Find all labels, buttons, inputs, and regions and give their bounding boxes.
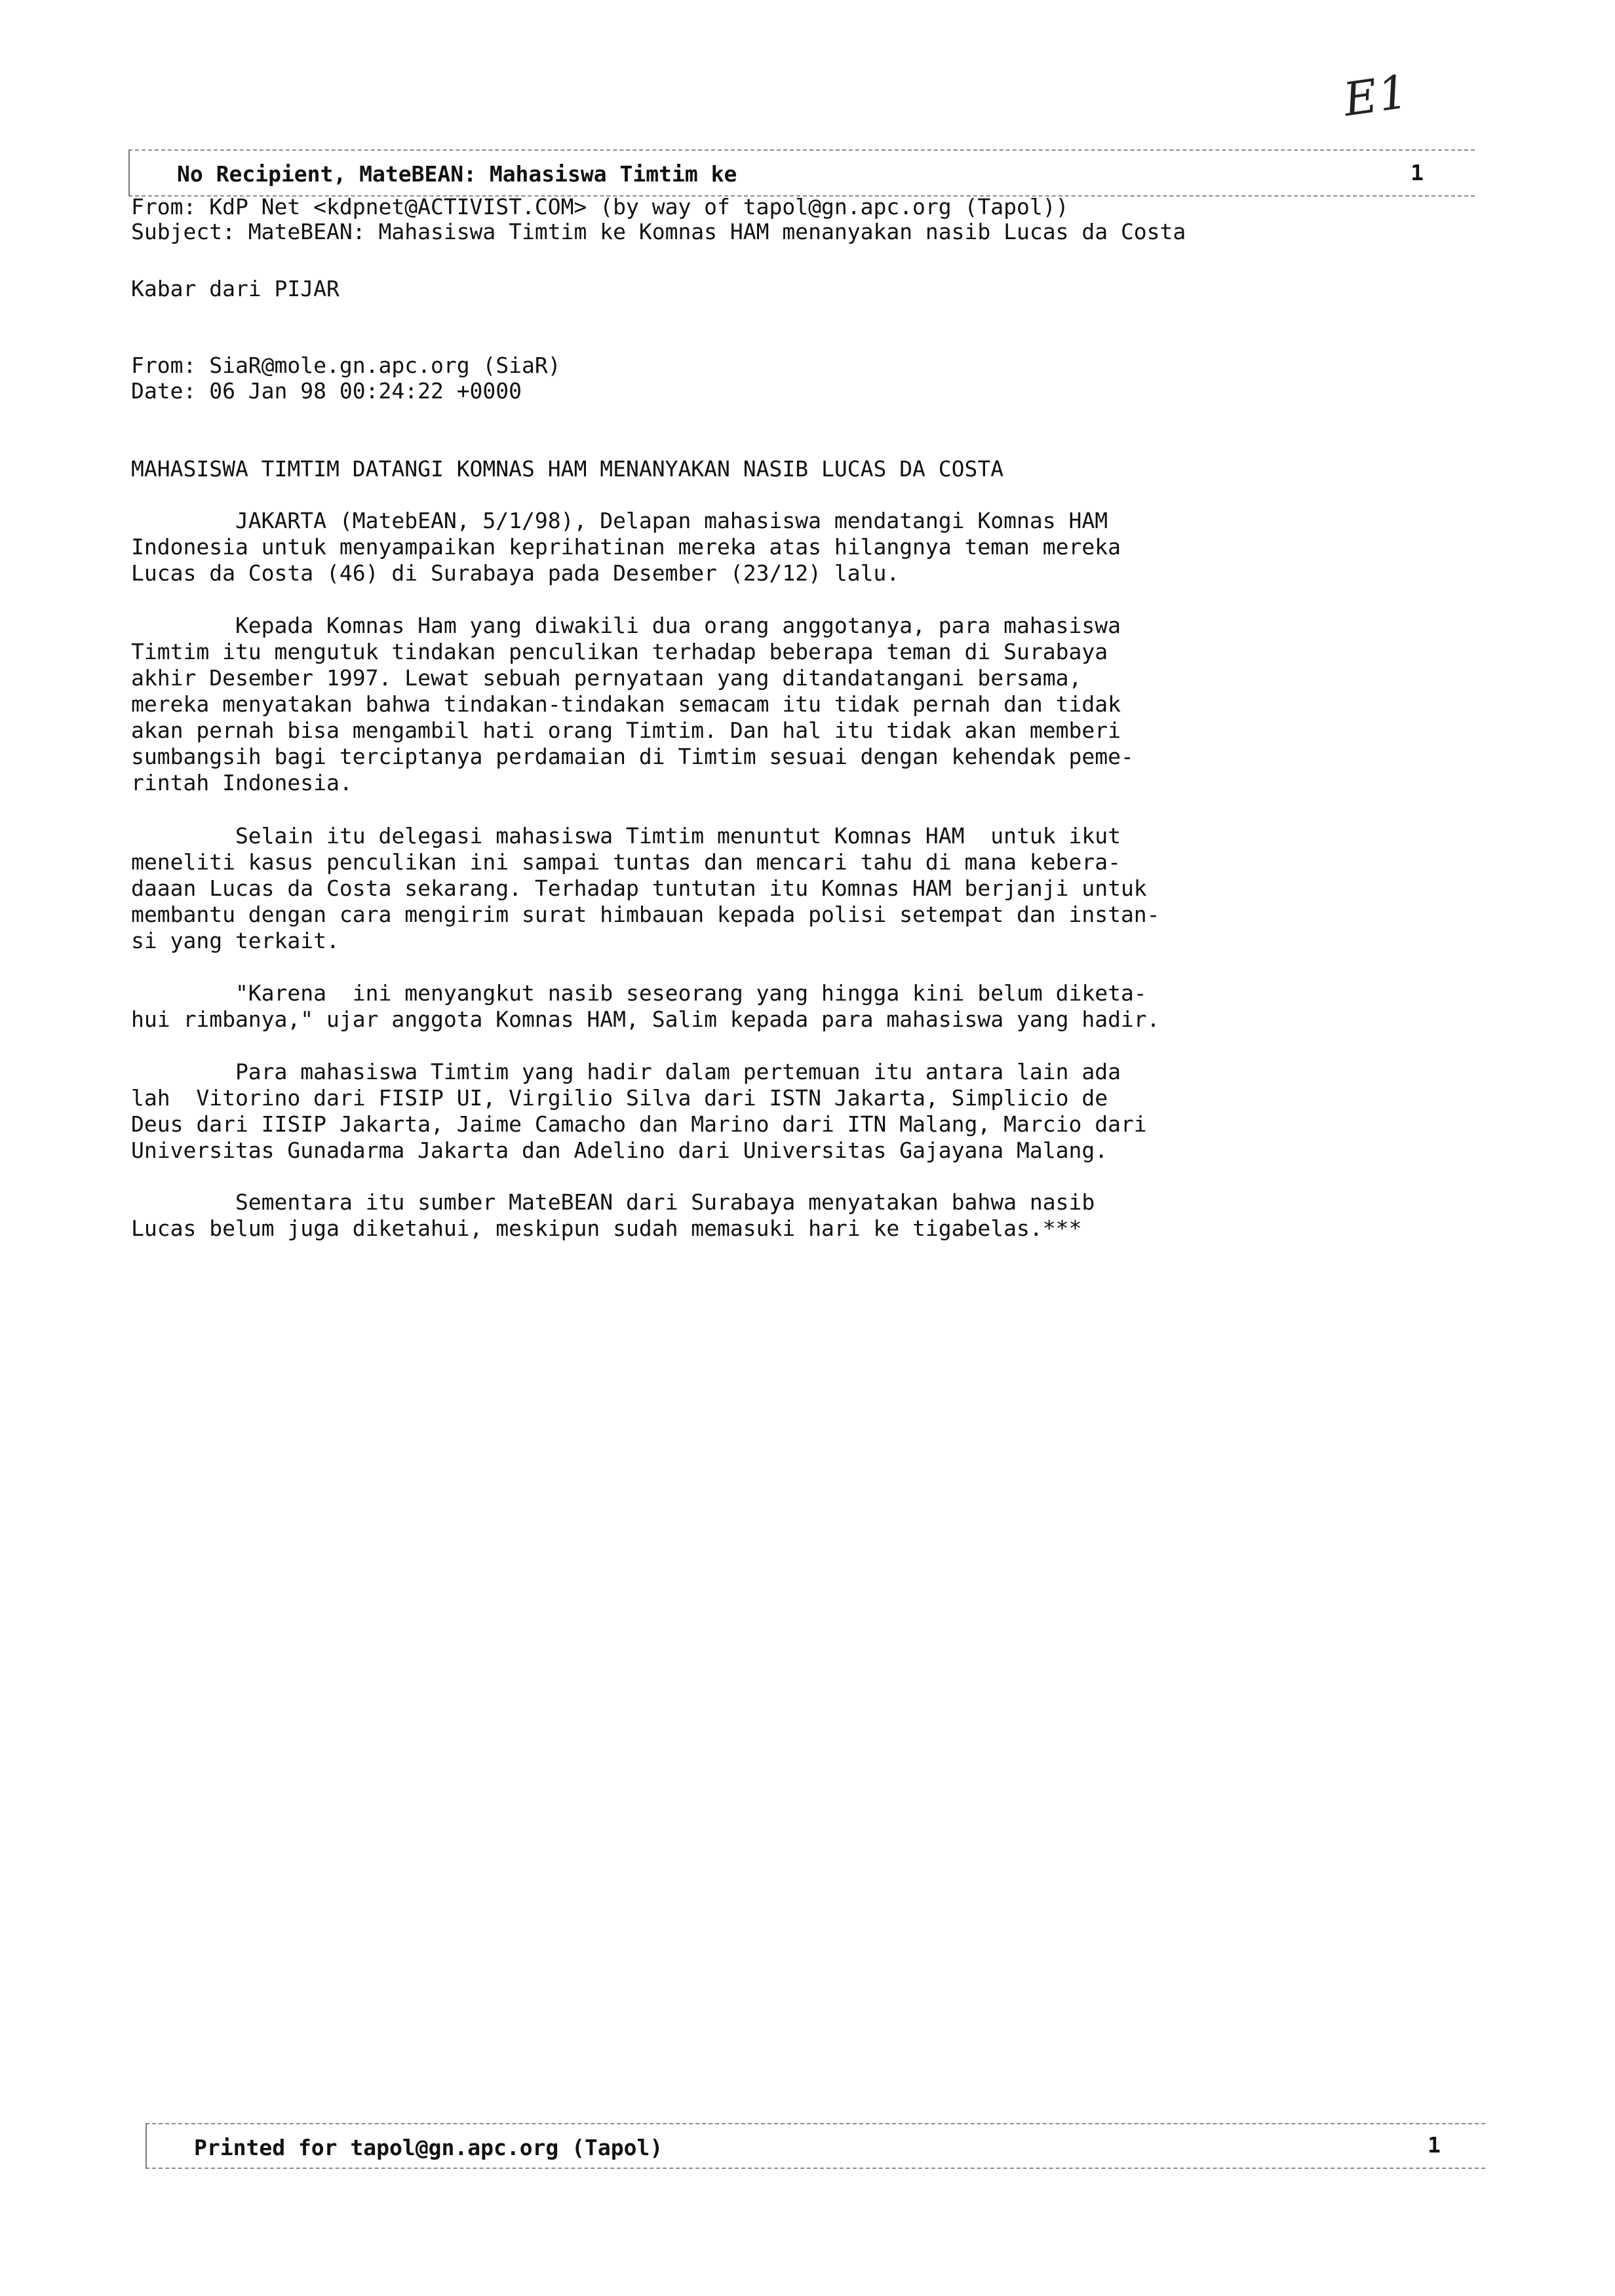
article-paragraph-2: Kepada Komnas Ham yang diwakili dua orang anggotanya, para mahasiswa Timtim itu mengutuk tindakan penculikan terhadap beberapa teman di Surabaya akhir Desember 1997. Lewat sebuah pernyataan yang ditandatangani bersama, mereka menyatakan bahwa tindakan-tindakan semacam itu tidak pernah dan tidak akan pernah bisa mengambil hati orang Timtim. Dan hal itu tidak akan memberi sumbangsih bagi terciptanya perdamaian di Timtim sesuai dengan kehendak peme- rintah Indonesia. <box>131 613 1134 795</box>
article-paragraph-6: Sementara itu sumber MateBEAN dari Surabaya menyatakan bahwa nasib Lucas belum juga diketahui, meskipun sudah memasuki hari ke tigabelas.*** <box>131 1189 1095 1241</box>
page-footer <box>146 2123 1485 2169</box>
article-paragraph-1: JAKARTA (MatebEAN, 5/1/98), Delapan mahasiswa mendatangi Komnas HAM Indonesia untuk menyampaikan keprihatinan mereka atas hilangnya teman mereka Lucas da Costa (46) di Surabaya pada Desember (23/12) lalu. <box>131 508 1121 586</box>
footer-page-number: 1 <box>1428 2132 1441 2158</box>
inner-date-line: Date: 06 Jan 98 00:24:22 +0000 <box>131 378 522 404</box>
email-intro: Kabar dari PIJAR <box>131 276 340 301</box>
header-title: No Recipient, MateBEAN: Mahasiswa Timtim ke <box>177 161 737 187</box>
page-header <box>128 149 1475 197</box>
article-paragraph-3: Selain itu delegasi mahasiswa Timtim menuntut Komnas HAM untuk ikut meneliti kasus penculikan ini sampai tuntas dan mencari tahu di mana kebera- daaan Lucas da Costa sekarang. Terhadap tuntutan itu Komnas HAM berjanji untuk membantu dengan cara mengirim surat himbauan kepada polisi setempat dan instan- si yang terkait. <box>131 823 1160 953</box>
article-headline: MAHASISWA TIMTIM DATANGI KOMNAS HAM MENANYAKAN NASIB LUCAS DA COSTA <box>131 456 1004 482</box>
article-paragraph-5: Para mahasiswa Timtim yang hadir dalam pertemuan itu antara lain ada lah Vitorino dari FISIP UI, Virgilio Silva dari ISTN Jakarta, Simplicio de Deus dari IISIP Jakarta, Jaime Camacho dan Marino dari ITN Malang, Marcio dari Universitas Gunadarma Jakarta dan Adelino dari Universitas Gajayana Malang. <box>131 1059 1147 1163</box>
email-from-line: From: KdP Net <kdpnet@ACTIVIST.COM> (by way of tapol@gn.apc.org (Tapol)) <box>131 194 1069 220</box>
footer-title: Printed for tapol@gn.apc.org (Tapol) <box>194 2135 663 2160</box>
email-subject-line: Subject: MateBEAN: Mahasiswa Timtim ke Komnas HAM menanyakan nasib Lucas da Costa <box>131 219 1186 244</box>
article-paragraph-4: "Karena ini menyangkut nasib seseorang yang hingga kini belum diketa- hui rimbanya," ujar anggota Komnas HAM, Salim kepada para mahasiswa yang hadir. <box>131 980 1160 1032</box>
handwritten-corner-mark: E1 <box>1340 64 1412 127</box>
inner-from-line: From: SiaR@mole.gn.apc.org (SiaR) <box>131 353 561 378</box>
header-page-number: 1 <box>1411 160 1424 185</box>
